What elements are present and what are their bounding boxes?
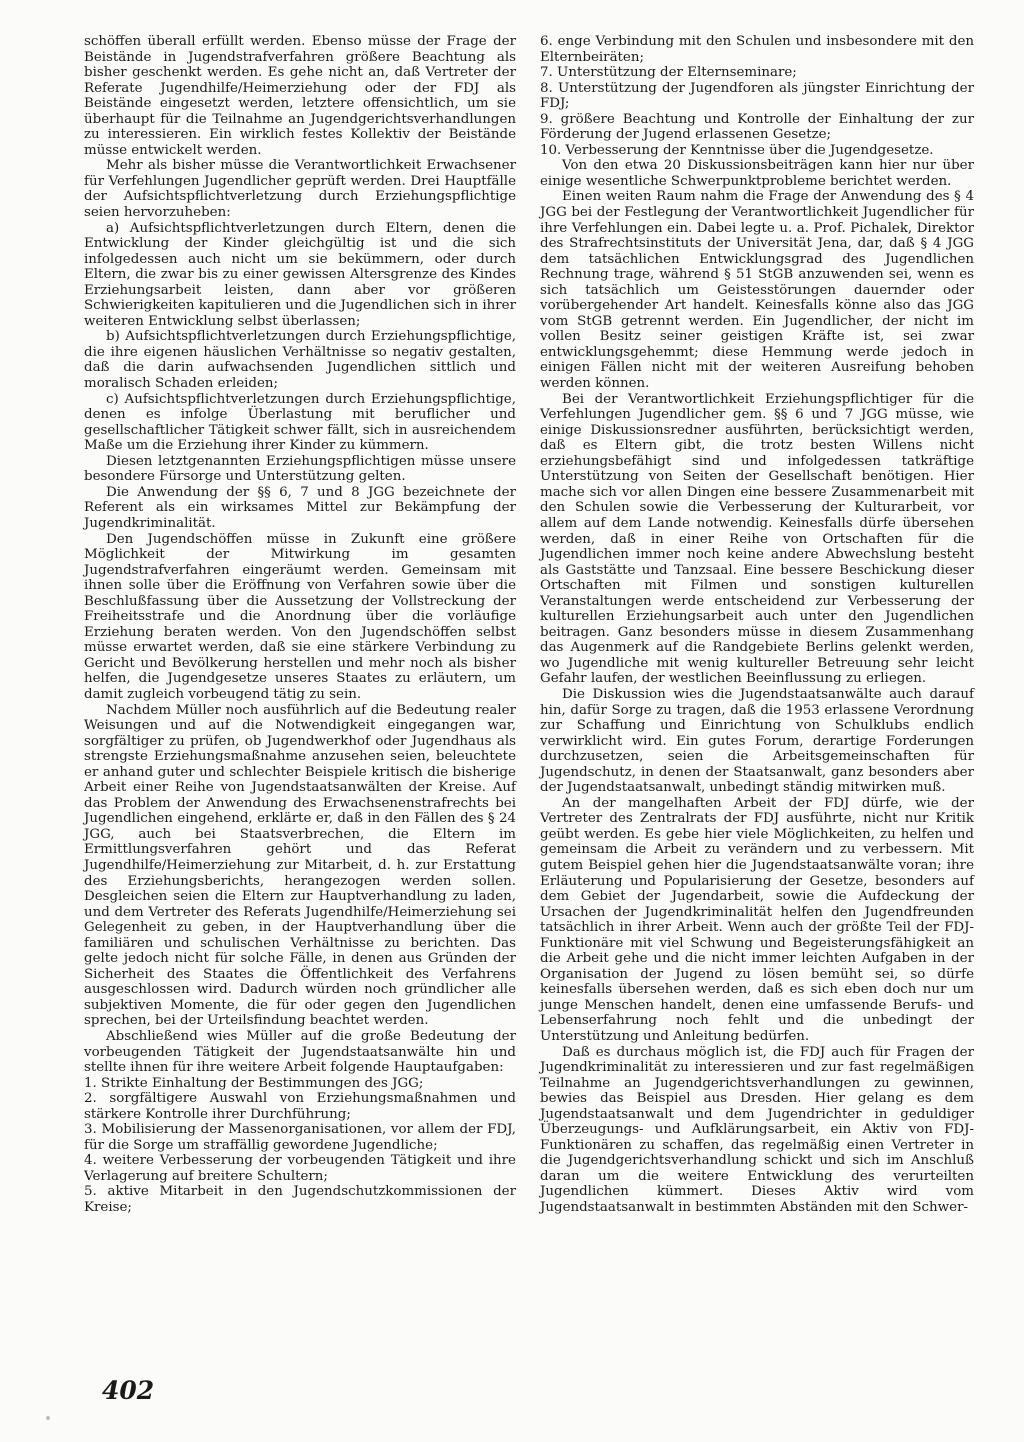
paragraph: Die Diskussion wies die Jugendstaatsanwälte auch darauf hin, dafür Sorge zu tragen, daß die 1953 erlassene Verordnung zur Schaffung und Einrichtung von Schulklubs endlich verwirklicht wird. Ein gutes Forum, derartige Forderungen durchzusetzen, seien die Arbeitsgemeinschaften für Jugendschutz, in denen der Staatsanwalt, ganz besonders aber der Jugendstaatsanwalt, unbedingt ständig mitwirken muß. [540,686,974,796]
paragraph: schöffen überall erfüllt werden. Ebenso müsse der Frage der Beistände in Jugendstrafverfahren größere Beachtung als bisher geschenkt werden. Es gehe nicht an, daß Vertreter der Referate Jugendhilfe/Heimerziehung oder der FDJ als Beistände eingesetzt werden, letztere offensichtlich, um sie überhaupt für die Teilnahme an Jugendgerichtsverhandlungen zu interessieren. Ein wirklich festes Kollektiv der Beistände müsse entwickelt werden. [84,34,516,158]
paragraph: Von den etwa 20 Diskussionsbeiträgen kann hier nur über einige wesentliche Schwerpunktprobleme berichtet werden. [540,158,974,189]
list-item: 3. Mobilisierung der Massenorganisationen, vor allem der FDJ, für die Sorge um straffällig gewordene Jugendliche; [84,1122,516,1153]
list-item: 4. weitere Verbesserung der vorbeugenden Tätigkeit und ihre Verlagerung auf breitere Schultern; [84,1153,516,1184]
list-item: 7. Unterstützung der Elternseminare; [540,65,797,81]
paragraph: An der mangelhaften Arbeit der FDJ dürfe, wie der Vertreter des Zentralrats der FDJ ausführte, nicht nur Kritik geübt werden. Es gebe hier viele Möglichkeiten, zu helfen und gemeinsam die Arbeit zu verändern und zu verbessern. Mit gutem Beispiel gehen hier die Jugendstaatsanwälte voran; ihre Erläuterung und Popularisierung der Gesetze, besonders auf dem Gebiet der Jugendarbeit, sowie die Aufdeckung der Ursachen der Jugendkriminalität helfen den Jugendfreunden tatsächlich in ihrer Arbeit. Wenn auch der größte Teil der FDJ-Funktionäre mit viel Schwung und Begeisterungsfähigkeit an die Arbeit gehe und die nicht immer leichten Aufgaben in der Organisation der Jugend zu lösen bemüht sei, so dürfe keinesfalls übersehen werden, daß es sich eben doch nur um junge Menschen handelt, denen eine umfassende Berufs- und Lebenserfahrung noch fehlt und die unbedingt der Unterstützung und Anleitung bedürfen. [540,795,974,1044]
list-item: 10. Verbesserung der Kenntnisse über die Jugendgesetze. [540,142,934,158]
paragraph: Mehr als bisher müsse die Verantwortlichkeit Erwachsener für Verfehlungen Jugendlicher geprüft werden. Drei Hauptfälle der Aufsichtspflichtverletzung durch Erziehungspflichtige seien hervorzuheben: [84,158,516,221]
paragraph: Die Anwendung der §§ 6, 7 und 8 JGG bezeichnete der Referent als ein wirksames Mittel zur Bekämpfung der Jugendkriminalität. [84,484,516,531]
paragraph: a) Aufsichtspflichtverletzungen durch Eltern, denen die Entwicklung der Kinder gleichgültig ist und die sich infolgedessen auch nicht um sie bekümmern, oder durch Eltern, die zwar bis zu einer gewissen Altersgrenze des Kindes Erziehungsarbeit leisten, dann aber vor größeren Schwierigkeiten kapitulieren und die Jugendlichen sich in ihrer weiteren Entwicklung selbst überlassen; [84,220,517,329]
scan-speck [46,1416,50,1420]
page-number: 402 [102,1376,155,1405]
paragraph: Einen weiten Raum nahm die Frage der Anwendung des § 4 JGG bei der Festlegung der Verantwortlichkeit Jugendlicher für ihre Verfehlungen ein. Dabei legte u. a. Prof. Pichalek, Direktor des Strafrechtsinstituts der Universität Jena, dar, daß § 4 JGG dem tatsächlichen Entwicklungsgrad des Jugendlichen Rechnung trage, während § 51 StGB anzuwenden sei, wenn es sich tatsächlich um Geistesstörungen dauernder oder vorübergehender Art handelt. Keinesfalls könne also das JGG vom StGB getrennt werden. Ein Jugendlicher, der nicht im vollen Besitz seiner geistigen Kräfte ist, sei zwar entwicklungsgehemmt; diese Hemmung werde jedoch in einigen Fällen nicht mit der weiteren Ausreifung behoben werden können. [540,189,974,392]
right-column [540,34,974,1216]
paragraph: Diesen letztgenannten Erziehungspflichtigen müsse unsere besondere Fürsorge und Unterstützung gelten. [84,453,516,485]
paragraph: Daß es durchaus möglich ist, die FDJ auch für Fragen der Jugendkriminalität zu interessieren und zur fast regelmäßigen Teilnahme an Jugendgerichtsverhandlungen zu gewinnen, bewies das Beispiel aus Dresden. Hier gelang es dem Jugendstaatsanwalt und dem Jugendrichter in geduldiger Überzeugungs- und Aufklärungsarbeit, ein Aktiv von FDJ-Funktionären zu schaffen, das regelmäßig einen Vertreter in die Jugendgerichtsverhandlung schickt und sich im Anschluß daran um die weitere Entwicklung des verurteilten Jugendlichen kümmert. Dieses Aktiv wird vom Jugendstaatsanwalt in bestimmten Abständen mit den Schwer- [540,1044,974,1216]
paragraph: Den Jugendschöffen müsse in Zukunft eine größere Möglichkeit der Mitwirkung im gesamten Jugendstrafverfahren eingeräumt werden. Gemeinsam mit ihnen solle über die Eröffnung von Verfahren sowie über die Beschlußfassung über die Aussetzung der Vollstreckung der Freiheitsstrafe und die Anordnung über die vorläufige Erziehung beraten werden. Von den Jugendschöffen selbst müsse erwartet werden, daß sie eine stärkere Verbindung zu Gericht und Bevölkerung herstellen und mehr noch als bisher helfen, die Jugendgesetze unseres Staates zu erläutern, um damit zugleich vorbeugend tätig zu sein. [84,531,516,702]
paragraph: Abschließend wies Müller auf die große Bedeutung der vorbeugenden Tätigkeit der Jugendstaatsanwälte hin und stellte ihnen für ihre weitere Arbeit folgende Hauptaufgaben: [84,1029,516,1076]
paragraph: Bei der Verantwortlichkeit Erziehungspflichtiger für die Verfehlungen Jugendlicher gem. §§ 6 und 7 JGG müsse, wie einige Diskussionsredner ausführten, berücksichtigt werden, daß es Eltern gibt, die trotz besten Willens nicht erziehungsbefähigt sind und infolgedessen tatkräftige Unterstützung von Seiten der Gesellschaft benötigen. Hier mache sich vor allen Dingen eine bessere Zusammenarbeit mit den Schulen sowie die Verbesserung der Kulturarbeit, vor allem auf dem Lande notwendig. Keinesfalls dürfe übersehen werden, daß in einer Reihe von Ortschaften für die Jugendlichen immer noch keine andere Abwechslung besteht als Gaststätte und Tanzsaal. Eine bessere Beschickung dieser Ortschaften mit Filmen und sonstigen kulturellen Veranstaltungen werde entscheidend zur Verbesserung der kulturellen Erziehungsarbeit auch unter den Jugendlichen beitragen. Ganz besonders müsse in diesem Zusammenhang das Augenmerk auf die Randgebiete Berlins gelenkt werden, wo Jugendliche mit wenig kultureller Betreuung sehr leicht Gefahr laufen, der westlichen Beeinflussung zu erliegen. [540,391,974,687]
list-item: 8. Unterstützung der Jugendforen als jüngster Einrichtung der FDJ; [540,80,974,112]
list-item: 5. aktive Mitarbeit in den Jugendschutzkommissionen der Kreise; [84,1184,516,1216]
list-item: 9. größere Beachtung und Kontrolle der Einhaltung der zur Förderung der Jugend erlassenen Gesetze; [540,111,974,143]
list-item: 2. sorgfältigere Auswahl von Erziehungsmaßnahmen und stärkere Kontrolle ihrer Durchführung; [84,1091,516,1122]
left-column [84,34,516,1216]
paragraph: b) Aufsichtspflichtverletzungen durch Erziehungspflichtige, die ihre eigenen häuslichen Verhältnisse so negativ gestalten, daß die darin aufwachsenden Jugendlichen sittlich und moralisch Schaden erleiden; [84,329,516,392]
paragraph: Nachdem Müller noch ausführlich auf die Bedeutung realer Weisungen und auf die Notwendigkeit eingegangen war, sorgfältiger zu prüfen, ob Jugendwerkhof oder Jugendhaus als strengste Erziehungsmaßnahme anzusehen seien, beleuchtete er anhand guter und schlechter Beispiele kritisch die bisherige Arbeit einer Reihe von Jugendstaatsanwälten der Kreise. Auf das Problem der Anwendung des Erwachsenenstrafrechts bei Jugendlichen eingehend, erklärte er, daß in den Fällen des § 24 JGG, auch bei Staatsverbrechen, die Eltern im Ermittlungsverfahren gehört und das Referat Jugendhilfe/Heimerziehung zur Mitarbeit, d. h. zur Erstattung des Erziehungsberichts, herangezogen werden sollen. Desgleichen seien die Eltern zur Hauptverhandlung zu laden, und dem Vertreter des Referats Jugendhilfe/Heimerziehung sei Gelegenheit zu geben, in der Hauptverhandlung über die familiären und schulischen Verhältnisse zu berichten. Das gelte jedoch nicht für solche Fälle, in denen aus Gründen der Sicherheit des Staates die Öffentlichkeit des Verfahrens ausgeschlossen wird. Dadurch würden noch gründlicher alle subjektiven Momente, die für oder gegen den Jugendlichen sprechen, bei der Urteilsfindung beachtet werden. [84,702,516,1029]
list-item: 1. Strikte Einhaltung der Bestimmungen des JGG; [84,1075,424,1091]
list-item: 6. enge Verbindung mit den Schulen und insbesondere mit den Elternbeiräten; [540,34,974,65]
paragraph: c) Aufsichtspflichtverletzungen durch Erziehungspflichtige, denen es infolge Überlastung mit beruflicher und gesellschaftlicher Tätigkeit schwer fällt, sich in ausreichendem Maße um die Erziehung ihrer Kinder zu kümmern. [84,391,516,454]
